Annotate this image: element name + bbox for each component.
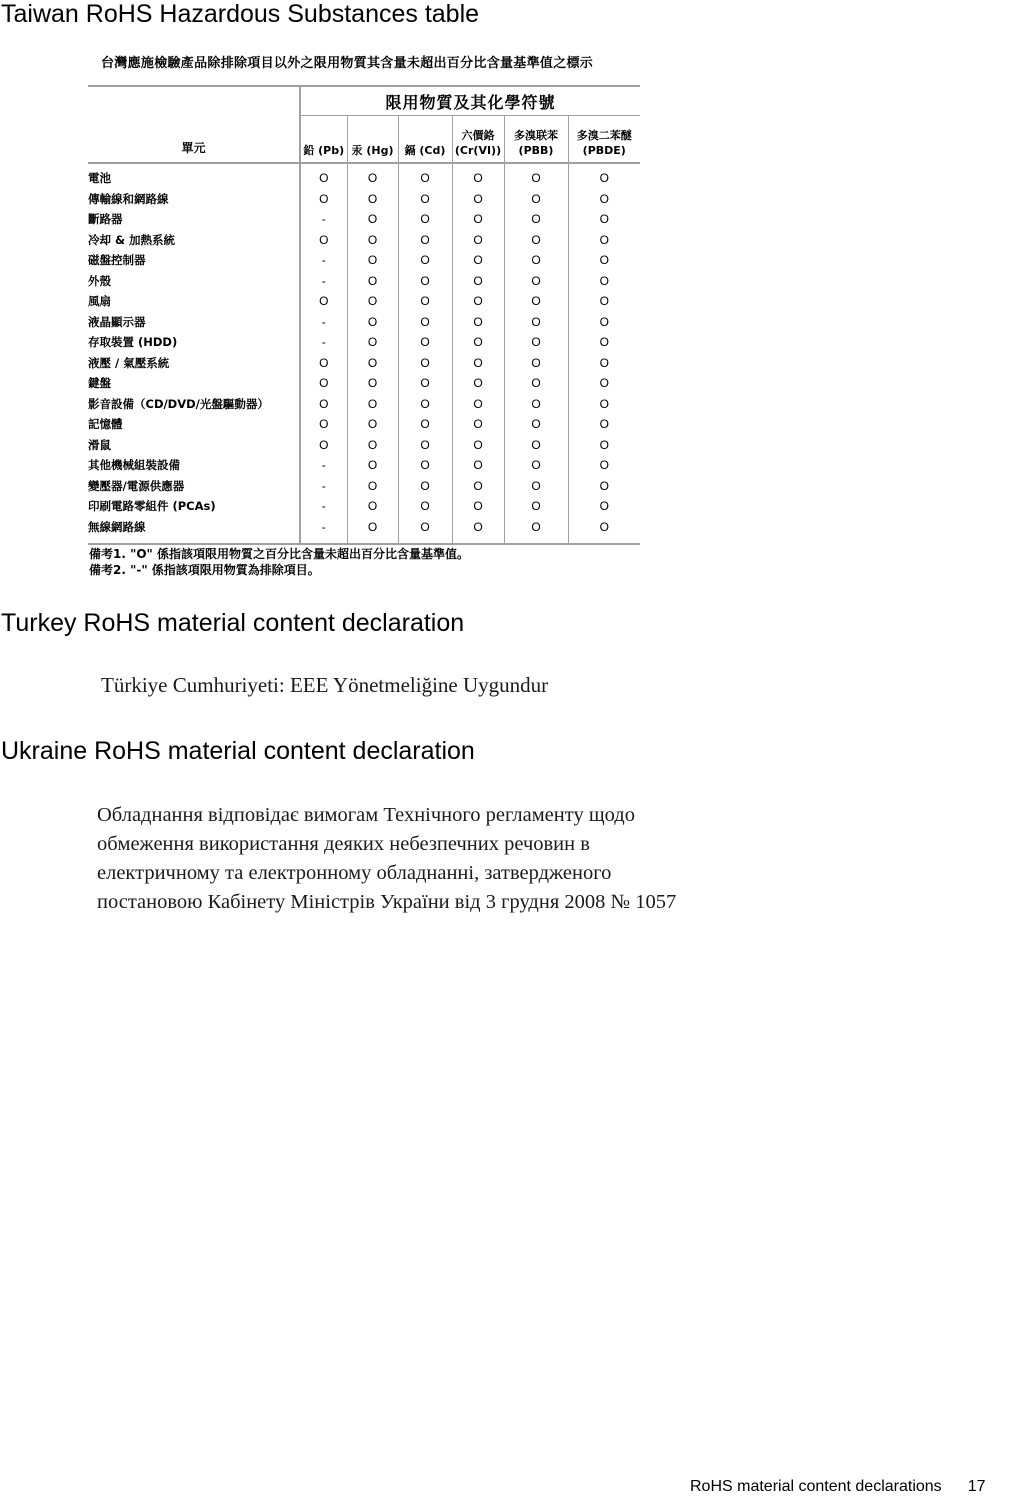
- substance-value-cell: O: [347, 476, 398, 497]
- substance-value-cell: O: [398, 230, 452, 251]
- ukraine-line-4: постановою Кабінету Міністрів України від 3 грудня 2008 № 1057: [97, 891, 677, 913]
- substance-value-cell: O: [347, 517, 398, 545]
- unit-name-cell: 影音設備（CD/DVD/光盤驅動器）: [88, 394, 300, 415]
- unit-name-cell: 記憶體: [88, 414, 300, 435]
- unit-name-cell: 磁盤控制器: [88, 250, 300, 271]
- substance-value-cell: O: [452, 271, 504, 292]
- table-row: [88, 435, 640, 456]
- substance-value-cell: O: [452, 163, 504, 189]
- table-row: [88, 291, 640, 312]
- substance-value-cell: O: [504, 455, 568, 476]
- substance-value-cell: O: [504, 476, 568, 497]
- table-row: [88, 414, 640, 435]
- substance-value-cell: O: [568, 209, 640, 230]
- turkey-declaration-text: Türkiye Cumhuriyeti: EEE Yönetmeliğine Uygundur: [101, 673, 549, 697]
- unit-name-cell: 冷却 & 加熱系統: [88, 230, 300, 251]
- substance-value-cell: O: [398, 250, 452, 271]
- substance-value-cell: O: [452, 455, 504, 476]
- ukraine-line-3: електричному та електронному обладнанні, затвердженого: [97, 862, 612, 884]
- unit-name-cell: 液壓 / 氣壓系統: [88, 353, 300, 374]
- taiwan-table-notes: [89, 546, 469, 578]
- substance-value-cell: O: [452, 353, 504, 374]
- substance-value-cell: O: [568, 250, 640, 271]
- taiwan-section-title: Taiwan RoHS Hazardous Substances table: [1, 0, 480, 28]
- substance-value-cell: -: [321, 499, 326, 514]
- substance-value-cell: O: [452, 517, 504, 545]
- substance-value-cell: O: [568, 189, 640, 210]
- substance-value-cell: O: [347, 230, 398, 251]
- table-group-header-row: [88, 86, 640, 116]
- substance-value-cell: O: [398, 517, 452, 545]
- substance-value-cell: O: [398, 435, 452, 456]
- substance-value-cell: O: [504, 517, 568, 545]
- unit-name-cell: 無線網路線: [88, 517, 300, 545]
- column-header-cd: 鎘 (Cd): [398, 116, 452, 164]
- substance-value-cell: O: [398, 312, 452, 333]
- table-row: [88, 517, 640, 545]
- substance-value-cell: O: [319, 171, 329, 186]
- substance-value-cell: O: [504, 209, 568, 230]
- substance-value-cell: O: [452, 496, 504, 517]
- taiwan-table-caption: 台灣應施檢驗產品除排除項目以外之限用物質其含量未超出百分比含量基準值之標示: [101, 56, 594, 71]
- table-row: [88, 163, 640, 189]
- substance-value-cell: O: [452, 373, 504, 394]
- table-row: [88, 189, 640, 210]
- substance-value-cell: O: [568, 353, 640, 374]
- substance-value-cell: O: [452, 230, 504, 251]
- column-header-pbb: 多溴联苯 (PBB): [504, 116, 568, 164]
- substance-value-cell: -: [321, 253, 326, 268]
- substance-value-cell: O: [347, 312, 398, 333]
- substance-value-cell: O: [398, 373, 452, 394]
- substance-value-cell: O: [347, 496, 398, 517]
- substance-value-cell: -: [321, 478, 326, 493]
- unit-name-cell: 傳輸線和網路線: [88, 189, 300, 210]
- unit-name-cell: 鍵盤: [88, 373, 300, 394]
- substance-value-cell: O: [504, 291, 568, 312]
- substance-value-cell: O: [319, 396, 329, 411]
- substance-value-cell: O: [568, 230, 640, 251]
- unit-name-cell: 滑鼠: [88, 435, 300, 456]
- substance-value-cell: O: [504, 394, 568, 415]
- table-row: [88, 476, 640, 497]
- substance-value-cell: O: [347, 435, 398, 456]
- substance-value-cell: O: [568, 496, 640, 517]
- substance-value-cell: O: [568, 414, 640, 435]
- substance-value-cell: O: [452, 209, 504, 230]
- table-row: [88, 373, 640, 394]
- substance-value-cell: O: [504, 312, 568, 333]
- substance-value-cell: O: [319, 355, 329, 370]
- table-row: [88, 496, 640, 517]
- substance-value-cell: O: [452, 435, 504, 456]
- substance-value-cell: O: [568, 394, 640, 415]
- substance-value-cell: O: [568, 332, 640, 353]
- substance-value-cell: O: [568, 476, 640, 497]
- footer-section-name: RoHS material content declarations: [690, 1478, 942, 1495]
- unit-name-cell: 其他機械組裝設備: [88, 455, 300, 476]
- substance-value-cell: O: [452, 250, 504, 271]
- unit-name-cell: 風扇: [88, 291, 300, 312]
- substance-value-cell: O: [398, 353, 452, 374]
- substance-value-cell: O: [347, 250, 398, 271]
- substance-value-cell: -: [321, 335, 326, 350]
- substance-value-cell: O: [319, 417, 329, 432]
- substance-value-cell: O: [398, 271, 452, 292]
- unit-column-header: 單元: [88, 86, 300, 163]
- substance-value-cell: O: [568, 312, 640, 333]
- substance-value-cell: O: [347, 373, 398, 394]
- substance-value-cell: O: [347, 271, 398, 292]
- substance-value-cell: O: [347, 455, 398, 476]
- unit-name-cell: 變壓器/電源供應器: [88, 476, 300, 497]
- substance-value-cell: O: [347, 189, 398, 210]
- substance-value-cell: O: [347, 414, 398, 435]
- substance-value-cell: O: [504, 332, 568, 353]
- substance-value-cell: -: [300, 517, 347, 545]
- substance-value-cell: -: [321, 273, 326, 288]
- substance-value-cell: O: [504, 271, 568, 292]
- substance-value-cell: O: [568, 517, 640, 545]
- table-row: [88, 209, 640, 230]
- substance-value-cell: O: [347, 353, 398, 374]
- substance-value-cell: O: [452, 332, 504, 353]
- taiwan-rohs-table: [88, 85, 640, 545]
- substance-value-cell: O: [504, 496, 568, 517]
- restricted-substances-header: 限用物質及其化學符號: [300, 86, 640, 116]
- substance-value-cell: O: [319, 294, 329, 309]
- substance-value-cell: O: [319, 376, 329, 391]
- substance-value-cell: -: [321, 212, 326, 227]
- unit-name-cell: 電池: [88, 163, 300, 189]
- substance-value-cell: O: [398, 455, 452, 476]
- unit-name-cell: 液晶顯示器: [88, 312, 300, 333]
- substance-value-cell: O: [347, 291, 398, 312]
- substance-value-cell: O: [398, 394, 452, 415]
- substance-value-cell: O: [504, 230, 568, 251]
- substance-value-cell: O: [319, 437, 329, 452]
- note-2: 備考2. "-" 係指該項限用物質為排除項目。: [89, 563, 320, 577]
- table-row: [88, 271, 640, 292]
- page-footer: [690, 1478, 985, 1496]
- substance-value-cell: O: [347, 163, 398, 189]
- substance-value-cell: O: [347, 209, 398, 230]
- table-row: [88, 312, 640, 333]
- substance-value-cell: O: [398, 209, 452, 230]
- unit-name-cell: 斷路器: [88, 209, 300, 230]
- table-row: [88, 394, 640, 415]
- substance-value-cell: O: [568, 455, 640, 476]
- substance-value-cell: O: [504, 414, 568, 435]
- ukraine-line-1: Обладнання відповідає вимогам Технічного регламенту щодо: [97, 804, 635, 826]
- table-body: [88, 163, 640, 544]
- substance-value-cell: O: [568, 163, 640, 189]
- substance-value-cell: O: [452, 189, 504, 210]
- substance-value-cell: O: [319, 191, 329, 206]
- substance-value-cell: O: [452, 312, 504, 333]
- unit-name-cell: 外殼: [88, 271, 300, 292]
- column-header-hg: 汞 (Hg): [347, 116, 398, 164]
- table-row: [88, 250, 640, 271]
- substance-value-cell: O: [347, 394, 398, 415]
- substance-value-cell: O: [504, 163, 568, 189]
- substance-value-cell: O: [398, 496, 452, 517]
- substance-value-cell: O: [398, 163, 452, 189]
- substance-value-cell: O: [568, 291, 640, 312]
- unit-name-cell: 存取裝置 (HDD): [88, 332, 300, 353]
- table-row: [88, 230, 640, 251]
- table-row: [88, 353, 640, 374]
- substance-value-cell: O: [398, 476, 452, 497]
- substance-value-cell: O: [398, 291, 452, 312]
- table-row: [88, 332, 640, 353]
- substance-value-cell: -: [321, 314, 326, 329]
- substance-value-cell: O: [398, 414, 452, 435]
- turkey-section-title: Turkey RoHS material content declaration: [1, 609, 465, 637]
- substance-value-cell: O: [452, 394, 504, 415]
- note-1: 備考1. "O" 係指該項限用物質之百分比含量未超出百分比含量基準值。: [89, 547, 469, 561]
- table-row: [88, 455, 640, 476]
- substance-value-cell: O: [398, 189, 452, 210]
- substance-value-cell: O: [452, 414, 504, 435]
- column-header-pbde: 多溴二苯醚 (PBDE): [568, 116, 640, 164]
- substance-value-cell: O: [504, 435, 568, 456]
- substance-value-cell: O: [568, 271, 640, 292]
- ukraine-section-title: Ukraine RoHS material content declaration: [1, 737, 475, 765]
- ukraine-line-2: обмеження використання деяких небезпечних речовин в: [97, 833, 590, 855]
- unit-name-cell: 印刷電路零組件 (PCAs): [88, 496, 300, 517]
- substance-value-cell: O: [568, 373, 640, 394]
- substance-value-cell: O: [504, 189, 568, 210]
- substance-value-cell: O: [398, 332, 452, 353]
- substance-value-cell: O: [452, 476, 504, 497]
- ukraine-declaration-text: [97, 801, 817, 917]
- substance-value-cell: O: [504, 373, 568, 394]
- column-header-pb: 鉛 (Pb): [300, 116, 347, 164]
- substance-value-cell: O: [568, 435, 640, 456]
- page-number: 17: [967, 1478, 986, 1495]
- substance-value-cell: O: [347, 332, 398, 353]
- substance-value-cell: -: [321, 458, 326, 473]
- substance-value-cell: O: [504, 353, 568, 374]
- substance-value-cell: O: [319, 232, 329, 247]
- substance-value-cell: O: [452, 291, 504, 312]
- substance-value-cell: O: [504, 250, 568, 271]
- column-header-cr6: 六價鉻 (Cr(VI)): [452, 116, 504, 164]
